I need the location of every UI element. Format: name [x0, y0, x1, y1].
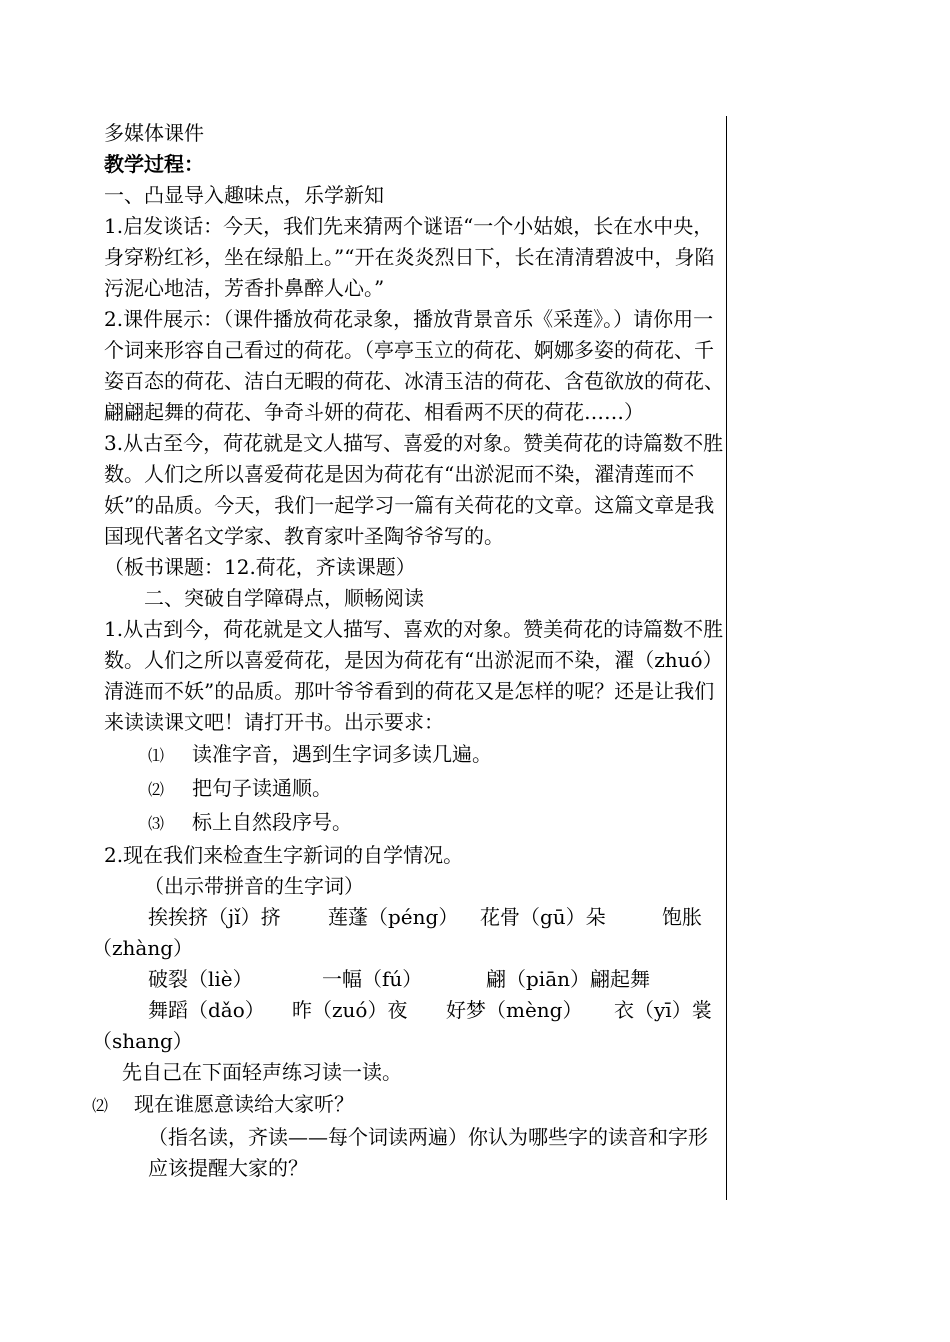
vocab-word: 饱胀 — [662, 905, 702, 929]
vocab-row-3 — [104, 995, 724, 1026]
vocab-wrap-1: （zhàng） — [92, 936, 194, 960]
table-border-line — [726, 116, 727, 1200]
list-number: ⑵ — [92, 1096, 109, 1115]
vocab-word: 一幅（fú） — [322, 967, 423, 991]
list-text: 现在谁愿意读给大家听？ — [134, 1092, 354, 1116]
paragraph-intro-lotus: 3.从古至今，荷花就是文人描写、喜爱的对象。赞美荷花的诗篇数不胜数。人们之所以喜爱荷花是因为荷花有“出淤泥而不染，濯清莲而不妖”的品质。今天，我们一起学习一篇有关荷花的文章。这篇文章是我国现代著名文学家、教育家叶圣陶爷爷写的。 — [104, 431, 724, 548]
vocab-row-2 — [104, 964, 724, 995]
list-number: ⑴ — [148, 746, 165, 765]
question-item-2 — [92, 1088, 724, 1122]
vocab-word: 破裂（liè） — [148, 967, 253, 991]
vocab-word: 挨挨挤（jǐ）挤 — [148, 905, 281, 929]
list-number: ⑵ — [148, 780, 165, 799]
board-title-line: （板书课题：12.荷花，齐读课题） — [104, 555, 416, 579]
list-text: 标上自然段序号。 — [192, 810, 352, 834]
list-number: ⑶ — [148, 814, 165, 833]
vocab-word: 翩（piān）翩起舞 — [486, 967, 651, 991]
materials-line: 多媒体课件 — [104, 121, 204, 145]
lesson-plan-content — [92, 118, 724, 1184]
list-text: 读准字音，遇到生字词多读几遍。 — [192, 742, 492, 766]
vocab-word: 衣（yī）裳 — [614, 998, 712, 1022]
step-one-heading: 一、凸显导入趣味点，乐学新知 — [104, 183, 384, 207]
paragraph-courseware: 2.课件展示：（课件播放荷花录象，播放背景音乐《采莲》。）请你用一个词来形容自己看过的荷花。（亭亭玉立的荷花、婀娜多姿的荷花、千姿百态的荷花、洁白无暇的荷花、冰清玉洁的荷花、含苞欲放的荷花、翩翩起舞的荷花、争奇斗妍的荷花、相看两不厌的荷花……） — [104, 307, 724, 424]
vocab-row-1 — [104, 902, 724, 933]
vocab-word: 舞蹈（dǎo） — [148, 998, 265, 1022]
vocab-word: 莲蓬（péng） — [328, 905, 459, 929]
show-pinyin-words: （出示带拼音的生字词） — [144, 874, 364, 898]
vocab-word: 昨（zuó）夜 — [292, 998, 408, 1022]
requirement-item-3 — [104, 806, 724, 840]
practice-line: 先自己在下面轻声练习读一读。 — [122, 1060, 402, 1084]
requirement-item-1 — [104, 738, 724, 772]
step-two-heading: 二、突破自学障碍点，顺畅阅读 — [144, 586, 424, 610]
paragraph-riddles: 1.启发谈话：今天，我们先来猜两个谜语“一个小姑娘，长在水中央，身穿粉红衫，坐在绿船上。”“开在炎炎烈日下，长在清清碧波中，身陷污泥心地洁，芳香扑鼻醉人心。” — [104, 214, 715, 300]
vocab-wrap-3: （shang） — [92, 1029, 193, 1053]
section-heading-process: 教学过程： — [104, 152, 204, 176]
requirement-item-2 — [104, 772, 724, 806]
paragraph-name-reading: （指名读，齐读——每个词读两遍）你认为哪些字的读音和字形应该提醒大家的？ — [148, 1125, 708, 1180]
paragraph-check-words: 2.现在我们来检查生字新词的自学情况。 — [104, 843, 464, 867]
vocab-word: 好梦（mèng） — [446, 998, 583, 1022]
list-text: 把句子读通顺。 — [192, 776, 332, 800]
paragraph-reading-intro: 1.从古到今，荷花就是文人描写、喜欢的对象。赞美荷花的诗篇数不胜数。人们之所以喜爱荷花，是因为荷花有“出淤泥而不染，濯（zhuó）清涟而不妖”的品质。那叶爷爷看到的荷花又是怎样的呢？还是让我们来读读课文吧！请打开书。出示要求： — [104, 617, 724, 734]
vocab-word: 花骨（gū）朵 — [480, 905, 606, 929]
